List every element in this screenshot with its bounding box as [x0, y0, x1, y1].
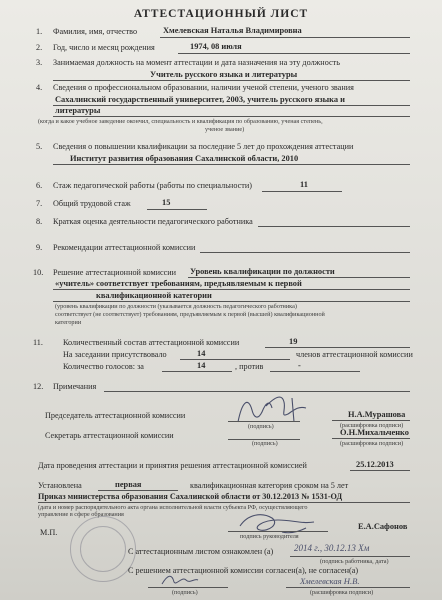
- chair-name: Н.А.Мурашова: [348, 410, 406, 419]
- field-label-members: членов аттестационной комиссии: [296, 350, 413, 359]
- field-line: [147, 209, 207, 210]
- field-line: [53, 116, 410, 117]
- acquaint-handwriting: 2014 г., 30.12.13 Хм: [294, 543, 370, 553]
- field-value-commission: 19: [289, 337, 298, 346]
- field-line: [262, 191, 342, 192]
- item-number: 11.: [33, 338, 43, 347]
- caption-decode: (расшифровка подписи): [340, 422, 404, 429]
- secretary-label: Секретарь аттестационной комиссии: [45, 431, 174, 440]
- field-label-training: Сведения о повышении квалификации за последние 5 лет до прохождения аттестации: [53, 142, 354, 151]
- decision-date-value: 25.12.2013: [356, 460, 394, 469]
- field-label-total-exp: Общий трудовой стаж: [53, 199, 131, 208]
- field-label-fullname: Фамилия, имя, отчество: [53, 27, 138, 36]
- field-line: [160, 37, 410, 38]
- field-label-notes: Примечания: [53, 382, 97, 391]
- decision-date-label: Дата проведения аттестации и принятия решения аттестационной комиссией: [38, 461, 307, 470]
- acquaint-label: С аттестационным листом ознакомлен (а): [128, 547, 274, 556]
- head-name: Е.А.Сафонов: [358, 522, 408, 531]
- item-number: 7.: [36, 199, 43, 208]
- field-line: [53, 289, 410, 290]
- field-label-ped-exp: Стаж педагогической работы (работы по специальности): [53, 181, 252, 190]
- field-value-birth: 1974, 08 июля: [190, 42, 242, 51]
- item-number: 5.: [36, 142, 43, 151]
- field-value-present: 14: [197, 349, 206, 358]
- disagree-label: С решением аттестационной комиссии согласен(а), не согласен(а): [128, 566, 359, 575]
- signature-line: [148, 587, 228, 588]
- caption-decode: (расшифровка подписи): [310, 589, 374, 596]
- item-number: 12.: [33, 382, 44, 391]
- acquaint-caption: (подпись работника, дата): [320, 558, 389, 565]
- field-value-training: Институт развития образования Сахалинской области, 2010: [70, 154, 299, 163]
- chair-label: Председатель аттестационной комиссии: [45, 411, 186, 420]
- field-line: [53, 105, 410, 106]
- field-value-education-cont: литературы: [55, 106, 101, 115]
- field-label-decision: Решение аттестационной комиссии: [53, 268, 177, 277]
- field-line: [53, 301, 410, 302]
- field-value-decision-cont: «учитель» соответствует требованиям, предъявляемым к первой: [55, 279, 302, 288]
- order-reference: Приказ министерства образования Сахалинской области от 30.12.2013 № 1531-ОД: [38, 492, 343, 501]
- field-line: [53, 80, 410, 81]
- field-value-decision: Уровень квалификации по должности: [190, 267, 335, 276]
- signature-line: [332, 420, 410, 421]
- field-line: [265, 347, 410, 348]
- signature-line: [290, 556, 410, 557]
- field-label-votes-against: , против: [235, 362, 264, 371]
- field-value-ped-exp: 11: [300, 180, 308, 189]
- field-value-decision-cont2: квалификационной категории: [96, 291, 212, 300]
- field-label-position: Занимаемая должность на момент аттестации и дата назначения на эту должность: [53, 58, 340, 67]
- secretary-name: О.Н.Михальченко: [340, 428, 409, 437]
- field-caption: (уровень квалификации по должности (указывается должность педагогического работника): [55, 303, 297, 310]
- item-number: 8.: [36, 217, 43, 226]
- field-caption: соответствует (не соответствует) требованиям, предъявляемым к первой (высшей) квалификационной: [55, 311, 325, 318]
- category-value: первая: [115, 480, 142, 489]
- seal-place-label: М.П.: [40, 528, 58, 537]
- field-line: [350, 470, 410, 471]
- field-value-votes-for: 14: [197, 361, 206, 370]
- field-label-votes-for: Количество голосов: за: [63, 362, 144, 371]
- chair-signature-image: [232, 392, 322, 428]
- worker-name-handwriting: Хмелевская Н.В.: [300, 576, 360, 586]
- caption-sign: (подпись): [248, 423, 274, 430]
- field-label-assessment: Краткая оценка деятельности педагогического работника: [53, 217, 253, 226]
- item-number: 9.: [36, 243, 43, 252]
- field-label-commission: Количественный состав аттестационной комиссии: [63, 338, 240, 347]
- field-caption: ученое звание): [205, 126, 245, 133]
- field-label-present: На заседании присутствовало: [63, 350, 167, 359]
- signature-line: [332, 438, 410, 439]
- item-number: 4.: [36, 83, 43, 92]
- worker-signature-image: [160, 572, 200, 588]
- head-caption: подпись руководителя: [240, 533, 299, 540]
- field-value-position: Учитель русского языка и литературы: [150, 70, 298, 79]
- field-label-birth: Год, число и месяц рождения: [53, 43, 155, 52]
- item-number: 3.: [36, 58, 43, 67]
- category-label: Установлена: [38, 481, 82, 490]
- field-value-education: Сахалинский государственный университет, 2003, учитель русского языка и: [55, 95, 345, 104]
- signature-line: [286, 587, 410, 588]
- field-value-fullname: Хмелевская Наталья Владимировна: [163, 26, 302, 35]
- field-label-education: Сведения о профессиональном образовании, наличии ученой степени, ученого звания: [53, 83, 354, 92]
- document-title: АТТЕСТАЦИОННЫЙ ЛИСТ: [133, 8, 309, 20]
- field-value-votes-against: -: [298, 361, 301, 370]
- field-line: [162, 371, 232, 372]
- field-label-recommend: Рекомендации аттестационной комиссии: [53, 243, 196, 252]
- field-value-total-exp: 15: [162, 198, 171, 207]
- item-number: 10.: [33, 268, 44, 277]
- field-line: [178, 53, 410, 54]
- field-line: [270, 371, 360, 372]
- category-term: квалификационная категория сроком на 5 лет: [190, 481, 349, 490]
- caption-sign: (подпись): [172, 589, 198, 596]
- field-line: [200, 252, 410, 253]
- field-line: [38, 502, 410, 503]
- field-line: [98, 490, 178, 491]
- item-number: 6.: [36, 181, 43, 190]
- field-line: [258, 226, 410, 227]
- field-caption: (когда и какое учебное заведение окончил, специальность и квалификация по образованию, ученая степень,: [38, 118, 323, 125]
- caption-sign: (подпись): [252, 440, 278, 447]
- stamp-inner: [80, 526, 126, 572]
- field-line: [180, 359, 290, 360]
- signature-line: [228, 421, 300, 422]
- order-caption: (дата и номер распорядительного акта органа исполнительной власти субъекта РФ, осуществляющего: [38, 504, 308, 511]
- signature-line: [228, 531, 328, 532]
- field-line: [188, 277, 410, 278]
- caption-decode: (расшифровка подписи): [340, 440, 404, 447]
- field-caption: категории: [55, 319, 82, 326]
- item-number: 2.: [36, 43, 43, 52]
- item-number: 1.: [36, 27, 43, 36]
- field-line: [53, 164, 410, 165]
- order-caption: управление в сфере образования: [38, 511, 124, 518]
